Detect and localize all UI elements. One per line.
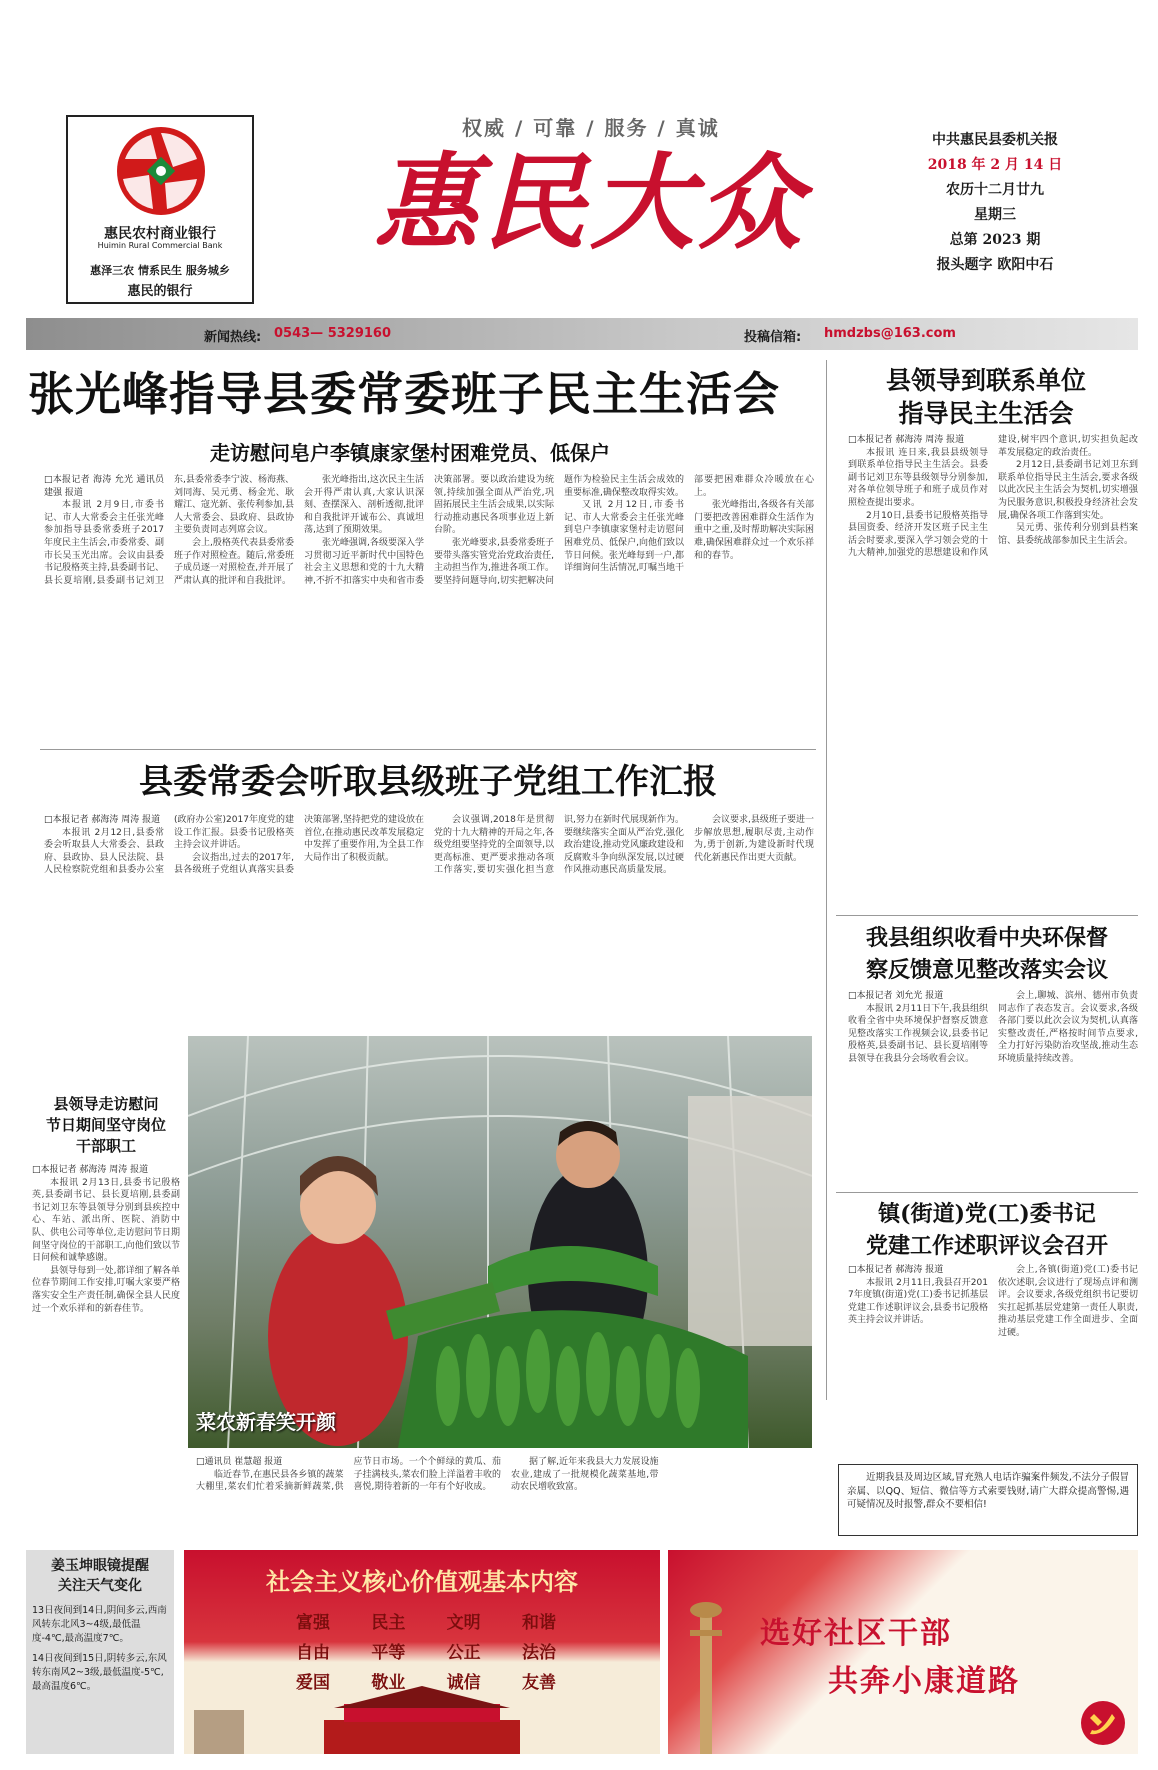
- lead-para-1: 本报讯 2月9日,市委书记、市人大常委会主任张光峰参加指导县委常委班子2017年度民主生活会,市委常委、副市长吴玉光出席。会议由县委书记殷格英主持,县委副书记、县长夏培刚,县委副书记刘卫东,县委常委李宁波、杨海燕、刘同海、吴元勇、杨金光、耿耀江、寇光新、张传利参加,县人大常委会、县政府、县政协主要负责同志列席会议。: [44, 475, 294, 586]
- issue-weekday: 星期三: [974, 207, 1016, 223]
- right-rule-1: [836, 915, 1138, 916]
- core-values-row-3: [296, 1668, 556, 1698]
- greenhouse-photo: [188, 1036, 812, 1448]
- lead-para-2: 会上,殷格英代表县委常委班子作对照检查。随后,常委班子成员逐一对照检查,并开展了严肃认真的批评和自我批评。: [174, 537, 294, 586]
- right3-headline-line1: 镇(街道)党(工)委书记: [878, 1201, 1096, 1227]
- left-brief-headline-line1: 县领导走访慰问: [53, 1095, 159, 1113]
- lead-subhead: 走访慰问皂户李镇康家堡村困难党员、低保户: [210, 441, 610, 465]
- huabiao-icon: [686, 1590, 726, 1754]
- photo-story-para-1: 临近春节,在惠民县各乡镇的蔬菜大棚里,菜农们忙着采摘新鲜蔬菜,供应节日市场。一个个鲜绿的黄瓜、茄子挂满枝头,菜农们脸上洋溢着丰收的喜悦,期待着新的一年有个好收成。: [196, 1457, 501, 1493]
- right3-para-2: 会上,各镇(街道)党(工)委书记依次述职,会议进行了现场点评和测评。会议要求,各级党组织书记要切实扛起抓基层党建第一责任人职责,推动基层党建工作全面进步、全面过硬。: [998, 1265, 1138, 1338]
- second-body: [44, 814, 814, 1018]
- core-values-row-1: [296, 1608, 556, 1638]
- second-headline: 县委常委会听取县级班子党组工作汇报: [139, 762, 717, 802]
- right3-headline: [836, 1198, 1138, 1262]
- value-harmony: 和谐: [521, 1613, 556, 1633]
- value-friendship: 友善: [521, 1673, 556, 1693]
- value-dedication: 敬业: [371, 1673, 406, 1693]
- right2-headline: [836, 922, 1138, 986]
- value-equality: 平等: [371, 1643, 406, 1663]
- weather-title-2: 关注天气变化: [58, 1578, 142, 1594]
- lead-para-5: 张光峰要求,县委常委班子要带头落实管党治党政治责任,主动担当作为,推进各项工作。要坚持问题导向,切实把解决问题作为检验民主生活会成效的重要标准,确保整改取得实效。: [434, 475, 684, 586]
- photo-caption: 菜农新春笑开颜: [196, 1410, 336, 1434]
- value-integrity: 诚信: [446, 1673, 481, 1693]
- section-rule: [40, 749, 816, 750]
- photo-story-para-2: 据了解,近年来我县大力发展设施农业,建成了一批规模化蔬菜基地,带动农民增收致富。: [511, 1457, 659, 1493]
- lead-para-3: 张光峰指出,这次民主生活会开得严肃认真,大家认识深刻、查摆深入、剖析透彻,批评和自我批评开诚布公、真诚坦荡,达到了预期效果。: [304, 475, 424, 536]
- bank-name: 惠民农村商业银行: [104, 226, 216, 242]
- bank-name-en: Huimin Rural Commercial Bank: [97, 241, 223, 250]
- right1-headline-line2: 指导民主生活会: [898, 399, 1074, 428]
- title-calligrapher: 报头题字 欧阳中石: [936, 257, 1054, 273]
- party-emblem-icon: [1080, 1700, 1126, 1746]
- right1-body: [848, 434, 1138, 908]
- cadre-ad-line-1: 选好社区干部: [760, 1616, 952, 1651]
- issue-number: 总第 2023 期: [949, 232, 1041, 248]
- right2-headline-line1: 我县组织收看中央环保督: [865, 925, 1108, 951]
- photo-story-byline: □通讯员 崔慧超 报道: [196, 1457, 283, 1467]
- issue-lunar: 农历十二月廿九: [946, 182, 1044, 198]
- email-address: hmdzbs@163.com: [824, 326, 956, 341]
- issue-info: [915, 128, 1075, 278]
- right1-para-2: 2月10日,县委书记殷格英指导县国资委、经济开发区班子民主生活会时要求,要深入学习领会党的十九大精神,加强党的思想建设和作风建设,树牢四个意识,切实担负起改革发展稳定的政治责任。: [848, 435, 1138, 559]
- right2-para-2: 会上,聊城、滨州、德州市负责同志作了表态发言。会议要求,各级各部门要以此次会议为契机,认真落实整改责任,严格按时间节点要求,全力打好污染防治攻坚战,推动生态环境质量持续改善。: [998, 991, 1138, 1064]
- paper-title: 惠民大众: [373, 141, 806, 264]
- bank-logo-icon: [113, 123, 209, 219]
- greenhouse-illustration: [188, 1036, 812, 1448]
- value-civility: 文明: [446, 1613, 481, 1633]
- left-brief-headline: [26, 1094, 186, 1157]
- right2-para-1: 本报讯 2月11日下午,我县组织收看全省中央环境保护督察反馈意见整改落实工作视频会议,县委书记殷格英,县委副书记、县长夏培刚等县领导在我县分会场收看会议。: [848, 1003, 988, 1064]
- right1-headline-line1: 县领导到联系单位: [885, 366, 1086, 395]
- right3-byline: □本报记者 郝海涛 报道: [848, 1265, 944, 1275]
- fraud-notice-box: [838, 1464, 1138, 1536]
- value-justice: 公正: [446, 1643, 481, 1663]
- lead-para-4: 张光峰强调,各级要深入学习贯彻习近平新时代中国特色社会主义思想和党的十九大精神,不折不扣落实中央和省市委决策部署。要以政治建设为统领,持续加强全面从严治党,巩固拓展民主生活会成果,以实际行动推动惠民各项事业迈上新台阶。: [304, 475, 554, 586]
- bank-slogan: 惠泽三农 情系民生 服务城乡: [90, 264, 230, 277]
- right2-byline: □本报记者 刘允光 报道: [848, 991, 944, 1001]
- right1-para-4: 吴元勇、张传利分别到县档案馆、县委统战部参加民主生活会。: [998, 523, 1138, 546]
- bank-tagline: 惠民的银行: [127, 284, 193, 299]
- right1-para-3: 2月12日,县委副书记刘卫东到联系单位指导民主生活会,要求各级以此次民主生活会为契机,切实增强为民服务意识,积极投身经济社会发展,确保各项工作落到实处。: [998, 460, 1138, 521]
- column-divider: [826, 360, 827, 1400]
- right-rule-2: [836, 1192, 1138, 1193]
- core-values-title: 社会主义核心价值观基本内容: [266, 1567, 578, 1596]
- weather-item-2: 14日夜间到15日,阴转多云,东风转东南风2~3级,最低温度-5℃,最高温度6℃。: [32, 1653, 167, 1692]
- hotline-bar: [26, 318, 1138, 350]
- lead-headline: 张光峰指导县委常委班子民主生活会: [28, 367, 780, 421]
- left-brief-para-1: 本报讯 2月13日,县委书记殷格英,县委副书记、县长夏培刚,县委副书记刘卫东等县领导分别到县疾控中心、车站、派出所、医院、消防中队、供电公司等单位,走访慰问节日期间坚守岗位的干部职工,向他们致以节日问候和诚挚感谢。: [32, 1177, 180, 1264]
- core-values-row-2: [296, 1638, 556, 1668]
- right3-body: [848, 1264, 1138, 1452]
- right3-headline-line2: 党建工作述职评议会召开: [865, 1233, 1108, 1259]
- left-brief-headline-line2: 节日期间坚守岗位: [45, 1116, 166, 1134]
- issue-date: 2018 年 2 月 14 日: [927, 157, 1063, 173]
- lead-body: [44, 474, 814, 738]
- hotline-number: 0543— 5329160: [274, 326, 392, 341]
- fraud-notice: 近期我县及周边区域,冒充熟人电话诈骗案件频发,不法分子假冒亲属、以QQ、短信、微信等方式索要钱财,请广大群众提高警惕,遇可疑情况及时报警,群众不要相信!: [847, 1472, 1129, 1510]
- second-para-3: 会议强调,2018年是贯彻党的十九大精神的开局之年,各级党组要坚持党的全面领导,以更高标准、更严要求推动各项工作落实,要切实强化担当意识,努力在新时代展现新作为。要继续落实全面从严治党,强化政治建设,推动党风廉政建设和反腐败斗争向纵深发展,以过硬作风推动惠民高质量发展。: [434, 815, 684, 876]
- email-label: 投稿信箱:: [744, 330, 802, 345]
- photo-story-body: [196, 1456, 816, 1536]
- lead-byline: □本报记者 海涛 允光 通讯员 建强 报道: [44, 475, 164, 498]
- second-para-1: 本报讯 2月12日,县委常委会听取县人大常委会、县政府、县政协、县人民法院、县人民检察院党组和县委办公室(政府办公室)2017年度党的建设工作汇报。县委书记殷格英主持会议并讲话。: [44, 815, 294, 876]
- value-democracy: 民主: [371, 1613, 406, 1633]
- motto: 权威 / 可靠 / 服务 / 真诚: [462, 116, 720, 140]
- right1-byline: □本报记者 郝海涛 周涛 报道: [848, 435, 965, 445]
- core-values-grid: [296, 1608, 556, 1698]
- weather-box: [26, 1550, 174, 1754]
- left-brief-headline-line3: 干部职工: [75, 1137, 136, 1155]
- issue-org: 中共惠民县委机关报: [932, 132, 1058, 148]
- value-prosperity: 富强: [296, 1613, 330, 1633]
- core-values-ad: [184, 1550, 660, 1754]
- second-para-2: 会议指出,过去的2017年,县各级班子党组认真落实县委决策部署,坚持把党的建设放在首位,在推动惠民改革发展稳定中发挥了重要作用,为全县工作大局作出了积极贡献。: [174, 815, 424, 876]
- bank-logo-box: [66, 115, 254, 304]
- left-brief-body: [32, 1164, 180, 1452]
- cadre-ad-line-2: 共奔小康道路: [828, 1664, 1020, 1699]
- left-brief-para-2: 县领导每到一处,都详细了解各单位春节期间工作安排,叮嘱大家要严格落实安全生产责任制,确保全县人民度过一个欢乐祥和的新春佳节。: [32, 1265, 180, 1314]
- hotline-label: 新闻热线:: [204, 330, 262, 345]
- lead-para-6: 又讯 2月12日,市委书记、市人大常委会主任张光峰到皂户李镇康家堡村走访慰问困难党员、低保户,向他们致以节日问候。张光峰每到一户,都详细询问生活情况,叮嘱当地干部要把困难群众冷暖放在心上。: [564, 475, 814, 574]
- second-para-4: 会议要求,县级班子要进一步解放思想,履职尽责,主动作为,勇于创新,为建设新时代现代化新惠民作出更大贡献。: [694, 815, 814, 863]
- value-rule-of-law: 法治: [521, 1643, 556, 1663]
- second-byline: □本报记者 郝海涛 周涛 报道: [44, 815, 161, 825]
- right2-headline-line2: 察反馈意见整改落实会议: [865, 957, 1108, 983]
- community-cadre-ad: [668, 1550, 1138, 1754]
- value-patriotism: 爱国: [296, 1673, 330, 1693]
- left-brief-byline: □本报记者 郝海涛 周涛 报道: [32, 1165, 149, 1175]
- right3-para-1: 本报讯 2月11日,我县召开2017年度镇(街道)党(工)委书记抓基层党建工作述职评议会,县委书记殷格英主持会议并讲话。: [848, 1277, 988, 1326]
- right2-body: [848, 990, 1138, 1184]
- weather-title-1: 姜玉坤眼镜提醒: [51, 1558, 149, 1574]
- right1-para-1: 本报讯 连日来,我县县级领导到联系单位指导民主生活会。县委副书记刘卫东等县级领导分别参加,对各单位领导班子和班子成员作对照检查提出要求。: [848, 447, 988, 508]
- value-freedom: 自由: [296, 1643, 330, 1663]
- lead-para-7: 张光峰指出,各级各有关部门要把改善困难群众生活作为重中之重,及时帮助解决实际困难,确保困难群众过一个欢乐祥和的春节。: [694, 500, 814, 561]
- right1-headline: [836, 364, 1136, 430]
- weather-item-1: 13日夜间到14日,阴间多云,西南风转东北风3~4级,最低温度-4℃,最高温度7℃。: [32, 1605, 167, 1644]
